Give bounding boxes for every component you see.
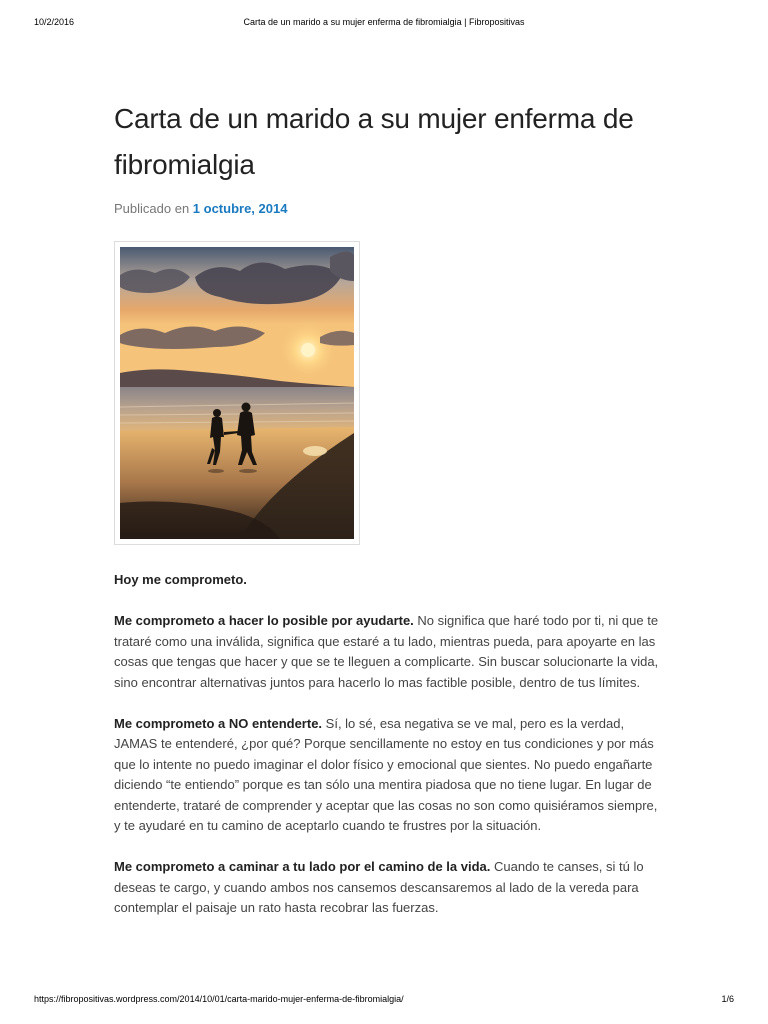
print-date: 10/2/2016 xyxy=(34,17,75,27)
paragraph xyxy=(114,570,659,591)
paragraph-lead: Me comprometo a caminar a tu lado por el camino de la vida. xyxy=(114,859,491,874)
print-page-title: Carta de un marido a su mujer enferma de fibromialgia | Fibropositivas xyxy=(243,17,525,27)
paragraph xyxy=(114,857,659,919)
paragraph-text: Sí, lo sé, esa negativa se ve mal, pero es la verdad, JAMAS te entenderé, ¿por qué? Porque sencillamente no estoy en tus condiciones y por más que lo intente no puedo imaginar el dolor físico y emocional que sientes. No puedo engañarte diciendo “te entiendo” porque es tan sólo una mentira piadosa que no tiene lugar. En lugar de entenderte, trataré de comprender y aceptar que las cosas no son como quisiéramos siempre, y te ayudaré en tu camino de aceptarlo cuando te frustres por la situación. xyxy=(114,715,658,833)
paragraph-lead: Me comprometo a hacer lo posible por ayudarte. xyxy=(114,613,414,628)
paragraph-lead: Hoy me comprometo. xyxy=(114,572,247,587)
paragraph-text: No significa que haré todo por ti, ni que te trataré como una inválida, significa que estaré a tu lado, mientras pueda, para apoyarte en las cosas que tengas que hacer y que se te lleguen a complicarte. Sin buscar solucionarte la vida, sino encontrar alternativas juntos para hacerlo lo mas factible posible, dentro de tus límites. xyxy=(114,613,659,690)
published-date-link[interactable]: 1 octubre, 2014 xyxy=(192,201,288,216)
print-header xyxy=(0,17,768,31)
paragraph xyxy=(114,611,659,693)
print-page-number: 1/6 xyxy=(721,994,734,1004)
paragraph-lead: Me comprometo a NO entenderte. xyxy=(114,715,323,731)
published-label: Publicado en xyxy=(114,201,190,216)
paragraph-text: Cuando te canses, si tú lo deseas te cargo, y cuando ambos nos cansemos descansaremos al lado de la vereda para contemplar el paisaje un rato hasta recobrar las fuerzas. xyxy=(114,859,644,915)
print-footer xyxy=(0,994,768,1008)
article-image xyxy=(114,241,360,545)
article xyxy=(114,96,659,939)
sunset-beach-couple-image xyxy=(120,247,354,539)
article-body xyxy=(114,570,659,919)
article-title: Carta de un marido a su mujer enferma de fibromialgia xyxy=(114,103,634,180)
print-url: https://fibropositivas.wordpress.com/2014/10/01/carta-marido-mujer-enferma-de-fibromialgia/ xyxy=(34,994,404,1004)
paragraph xyxy=(114,714,659,837)
post-meta xyxy=(114,201,659,216)
